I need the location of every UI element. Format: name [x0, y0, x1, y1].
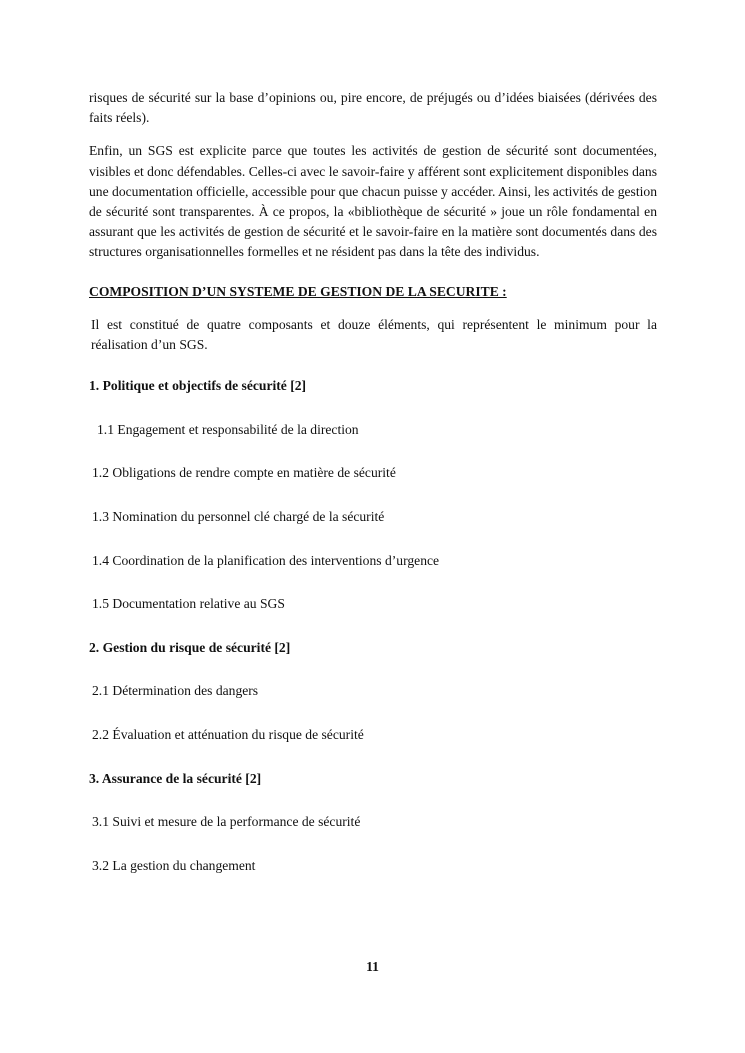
- list-item: 1.2 Obligations de rendre compte en matière de sécurité: [92, 465, 396, 481]
- list-item: 3.1 Suivi et mesure de la performance de sécurité: [92, 814, 361, 830]
- component-title: 2. Gestion du risque de sécurité [2]: [89, 639, 291, 655]
- component-section-1: [89, 376, 657, 638]
- section-heading-composition: COMPOSITION D’UN SYSTEME DE GESTION DE LA SECURITE :: [89, 283, 507, 299]
- component-title: 1. Politique et objectifs de sécurité [2]: [89, 378, 307, 394]
- list-item: 3.2 La gestion du changement: [92, 857, 256, 873]
- list-item: 1.3 Nomination du personnel clé chargé de la sécurité: [92, 509, 385, 525]
- document-page: [89, 88, 657, 899]
- component-section-3: [89, 769, 657, 900]
- component-title: 3. Assurance de la sécurité [2]: [89, 770, 262, 786]
- paragraph-explicit-sgs: Enfin, un SGS est explicite parce que toutes les activités de gestion de sécurité sont documentées, visibles et donc défendables. Celles-ci avec le savoir-faire y afférent sont explicitement disponibles dans une documentation officielle, accessible pour que chacun puisse y accéder. Ainsi, les activités de gestion de sécurité sont transparentes. À ce propos, la «bibliothèque de sécurité » joue un rôle fondamental en assurant que les activités de gestion de sécurité et le savoir-faire en la matière sont documentés dans des structures organisationnelles formelles et ne résident pas dans la tête des individus.: [89, 143, 657, 260]
- list-item: 1.4 Coordination de la planification des interventions d’urgence: [92, 552, 440, 568]
- component-section-2: [89, 638, 657, 769]
- list-item: 2.2 Évaluation et atténuation du risque de sécurité: [92, 726, 364, 742]
- paragraph-opinions: risques de sécurité sur la base d’opinions ou, pire encore, de préjugés ou d’idées biaisées (dérivées des faits réels).: [89, 90, 657, 126]
- paragraph-composition-intro: Il est constitué de quatre composants et douze éléments, qui représentent le minimum pour la réalisation d’un SGS.: [91, 316, 657, 353]
- list-item: 2.1 Détermination des dangers: [92, 683, 259, 699]
- list-item: 1.5 Documentation relative au SGS: [92, 596, 285, 612]
- page-number: 11: [366, 959, 379, 974]
- list-item: 1.1 Engagement et responsabilité de la direction: [97, 421, 359, 437]
